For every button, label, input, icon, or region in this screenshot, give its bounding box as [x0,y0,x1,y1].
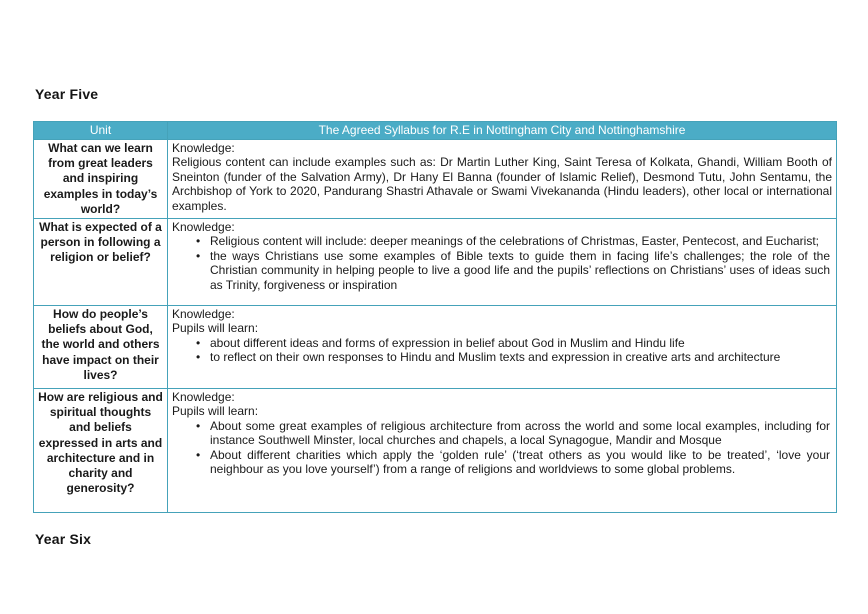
unit-question: What is expected of a person in following a religion or belief? [39,220,162,265]
knowledge-label: Knowledge: [172,307,235,322]
bullet-item [172,249,832,292]
unit-cell [34,306,168,389]
unit-question: How are religious and spiritual thoughts and beliefs expressed in arts and architecture and in charity and generosity? [38,390,163,496]
knowledge-intro: Pupils will learn: [172,404,259,419]
knowledge-label: Knowledge: [172,141,235,155]
unit-cell [34,219,168,306]
year-six-heading: Year Six [35,531,92,548]
syllabus-table [33,121,837,513]
unit-cell [34,389,168,513]
knowledge-cell [168,389,837,513]
table-row [34,306,837,389]
bullet-icon: • [196,234,201,249]
knowledge-cell [168,140,837,219]
bullet-icon: • [196,418,201,433]
unit-question: What can we learn from great leaders and inspiring examples in today’s world? [43,141,158,216]
bullet-text: Religious content will include: deeper meanings of the celebrations of Christmas, Easter, Pentecost, and Eucharist; [210,234,819,249]
table-row [34,389,837,513]
table-header-row [34,122,837,140]
bullet-text: about different ideas and forms of expression in belief about God in Muslim and Hindu life [210,335,685,350]
knowledge-intro: Pupils will learn: [172,321,259,336]
unit-question: How do people’s beliefs about God, the world and others have impact on their lives? [41,307,160,382]
table-row [34,219,837,306]
bullet-text: to reflect on their own responses to Hindu and Muslim texts and expression in creative arts and architecture [210,350,781,365]
bullet-item [172,234,832,248]
knowledge-paragraph: Religious content can include examples such as: Dr Martin Luther King, Saint Teresa of Kolkata, Ghandi, William Booth of Sneinton (funder of the Salvation Army), Dr Hany El Banna (founder of Islamic Relief), Desmond Tutu, John Sentamu, the Archbishop of York to 2020, Pandurang Shastri Athavale or Swami Vivekananda (Hindu leaders), other local or international examples. [172,155,832,213]
table-row [34,140,837,219]
header-cell-unit: Unit [34,122,168,140]
bullet-icon: • [196,447,201,462]
bullet-text: About some great examples of religious architecture from across the world and some local examples, including for instance Southwell Minster, local churches and chapels, a local Synagogue, Mandir and Mosque [210,418,830,448]
unit-cell [34,140,168,219]
year-five-heading: Year Five [35,86,99,102]
header-cell-syllabus: The Agreed Syllabus for R.E in Nottingham City and Nottinghamshire [168,122,837,140]
bullet-item [172,448,832,477]
bullet-text: the ways Christians use some examples of Bible texts to guide them in facing life’s challenges; the role of the Christian community in helping people to live a good life and the pupils’ reflections on Christians’ uses of ideas such as Trinity, forgiveness or inspiration [210,248,830,292]
knowledge-label: Knowledge: [172,390,235,405]
bullet-icon: • [196,248,201,263]
knowledge-cell [168,306,837,389]
knowledge-cell [168,219,837,306]
bullet-item [172,419,832,448]
bullet-text: About different charities which apply the ‘golden rule’ (‘treat others as you would like to be treated’, ‘love your neighbour as you love yourself’) from a range of religions and worldviews to some global problems. [210,447,830,477]
bullet-icon: • [196,335,201,350]
bullet-item [172,336,832,350]
knowledge-label: Knowledge: [172,220,235,235]
bullet-item [172,350,832,364]
bullet-icon: • [196,350,201,365]
